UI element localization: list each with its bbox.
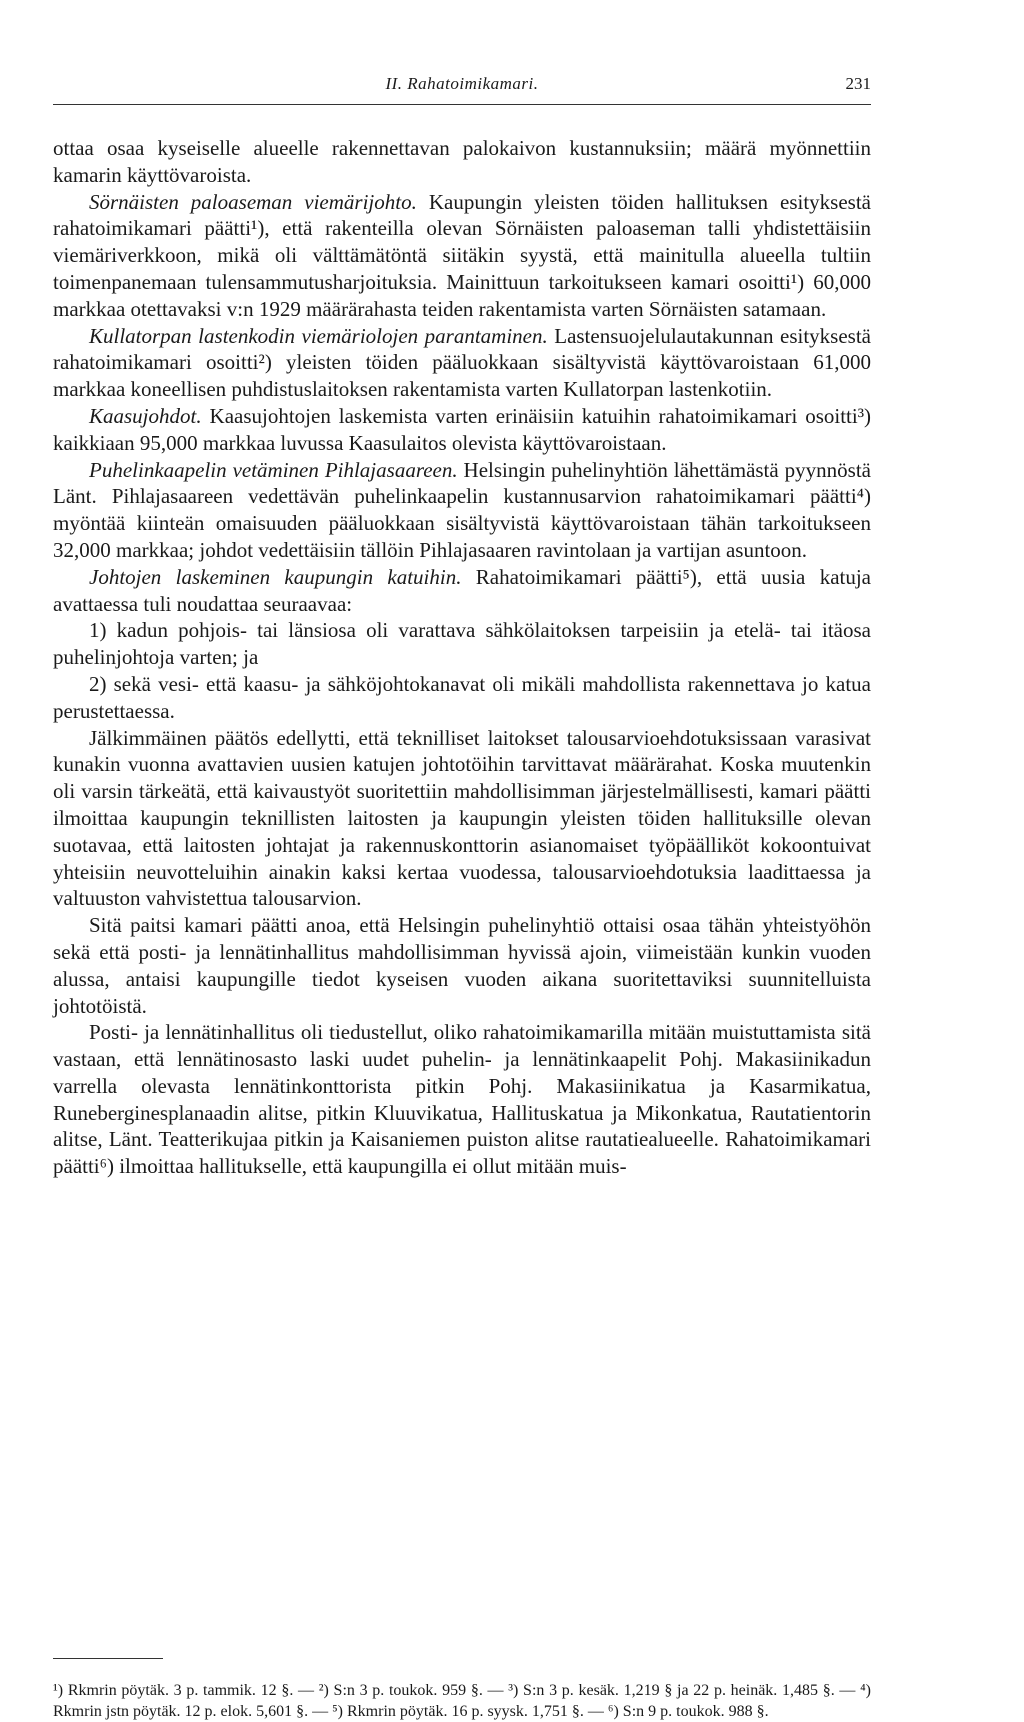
section-heading: Johtojen laskeminen kaupungin katuihin. (89, 564, 462, 589)
paragraph (53, 912, 871, 1019)
list-item (53, 617, 871, 671)
list-item (53, 671, 871, 725)
footnotes: ¹) Rkmrin pöytäk. 3 p. tammik. 12 §. — ²) S:n 3 p. toukok. 959 §. — ³) S:n 3 p. kesäk. 1,219 § ja 22 p. heinäk. 1,485 §. — ⁴) Rkmrin jstn pöytäk. 12 p. elok. 5,601 §. — ⁵) Rkmrin pöytäk. 16 p. syysk. 1,751 §. — ⁶) S:n 9 p. toukok. 988 §. (53, 1682, 871, 1720)
running-title: II. Rahatoimikamari. (385, 74, 539, 93)
paragraph-text: Rahatoimikamari päätti⁵), että uusia katuja avattaessa tuli noudattaa seuraavaa: (53, 564, 871, 616)
paragraph (53, 135, 871, 189)
section-heading: Kaasujohdot. (89, 403, 202, 428)
paragraph (53, 564, 871, 618)
paragraph (53, 1019, 871, 1180)
paragraph (53, 189, 871, 323)
paragraph-text: Sitä paitsi kamari päätti anoa, että Helsingin puhelinyhtiö ottaisi osaa tähän yhteistyöhön sekä että posti- ja lennätinhallitus mahdollisimman hyvissä ajoin, viimeistään kunkin vuoden alussa, antaisi kaupungille tiedot kyseisen vuoden aikana suoritettaviksi suunnitelluista johtotöistä. (53, 913, 871, 1018)
paragraph-text: Kaasujohtojen laskemista varten erinäisiin katuihin rahatoimikamari osoitti³) kaikkiaan 95,000 markkaa luvussa Kaasulaitos olevista käyttövaroistaan. (53, 403, 871, 455)
running-header (53, 64, 871, 105)
paragraph (53, 457, 871, 564)
list-item-text: 2) sekä vesi- että kaasu- ja sähköjohtokanavat oli mikäli mahdollista rakennettava jo katua perustettaessa. (53, 671, 871, 723)
paragraph (53, 403, 871, 457)
section-heading: Kullatorpan lastenkodin viemäriolojen parantaminen. (89, 323, 548, 348)
paragraph-text: Lastensuojelulautakunnan esityksestä rahatoimikamari osoitti²) yleisten töiden pääluokkaan sisältyvistä käyttövaroistaan 61,000 markkaa koneellisen puhdistuslaitoksen rakentamista varten Kullatorpan lastenkotiin. (53, 323, 871, 402)
paragraph-text: ottaa osaa kyseiselle alueelle rakennettavan palokaivon kustannuksiin; määrä myönnettiin kamarin käyttövaroista. (53, 136, 871, 187)
paragraph (53, 323, 871, 403)
section-heading: Puhelinkaapelin vetäminen Pihlajasaareen. (89, 457, 458, 482)
main-text (53, 135, 871, 1180)
paragraph-text: Kaupungin yleisten töiden hallituksen esityksestä rahatoimikamari päätti¹), että rakenteilla olevan Sörnäisten paloaseman talli yhdistettäisiin viemäriverkkoon, mikä oli välttämätöntä siitäkin syystä, että mainitulla alueella tultiin toimenpanemaan tulensammutusharjoituksia. Mainittuun tarkoitukseen kamari osoitti¹) 60,000 markkaa otettavaksi v:n 1929 määrärahasta teiden rakentamista varten Sörnäisten satamaan. (53, 189, 871, 321)
paragraph-text: Jälkimmäinen päätös edellytti, että teknilliset laitokset talousarvioehdotuksissaan varasivat kunakin vuonna avattavien uusien katujen johtotöihin tarvittavat määrärahat. Koska muutenkin oli varsin tärkeätä, että kaivaustyöt suoritettiin mahdollisimman järjestelmällisesti, kamari päätti ilmoittaa kaupungin teknillisten laitosten ja kaupungin yleisten töiden hallituksille olevan suotavaa, että laitosten johtajat ja rakennuskonttorin asianomaiset työpäälliköt kokoontuivat yhteisiin neuvotteluihin ainakin kaksi kertaa vuodessa, talousarvioehdotuksia laadittaessa ja valtuuston vahvistettua talousarvion. (53, 725, 871, 911)
paragraph-text: Helsingin puhelinyhtiön lähettämästä pyynnöstä Länt. Pihlajasaareen vedettävän puhelinkaapelin kustannusarvion rahatoimikamari päätti⁴) myöntää kiinteän omaisuuden pääluokkaan sisältyvistä käyttövaroistaan tähän tarkoitukseen 32,000 markkaa; johdot vedettäisiin tällöin Pihlajasaaren ravintolaan ja vartijan asuntoon. (53, 457, 871, 562)
page-number: 231 (845, 74, 871, 93)
paragraph (53, 725, 871, 913)
section-heading: Sörnäisten paloaseman viemärijohto. (89, 189, 417, 214)
list-item-text: 1) kadun pohjois- tai länsiosa oli varattava sähkölaitoksen tarpeisiin ja etelä- tai itäosa puhelinjohtoja varten; ja (53, 618, 871, 670)
paragraph-text: Posti- ja lennätinhallitus oli tiedustellut, oliko rahatoimikamarilla mitään muistuttamista sitä vastaan, että lennätinosasto laski uudet puhelin- ja lennätinkaapelit Pohj. Makasiinikadun varrella olevasta lennätinkonttorista pitkin Pohj. Makasiinikatua ja Kasarmikatua, Runeberginesplanaadin alitse, pitkin Kluuvikatua, Hallituskatua ja Mikonkatua, Rautatientorin alitse, Länt. Teatterikujaa pitkin ja Kaisaniemen puiston alitse rautatiealueelle. Rahatoimikamari päätti⁶) ilmoittaa hallitukselle, että kaupungilla ei ollut mitään muis- (53, 1020, 871, 1179)
footnote-divider (53, 1658, 163, 1659)
